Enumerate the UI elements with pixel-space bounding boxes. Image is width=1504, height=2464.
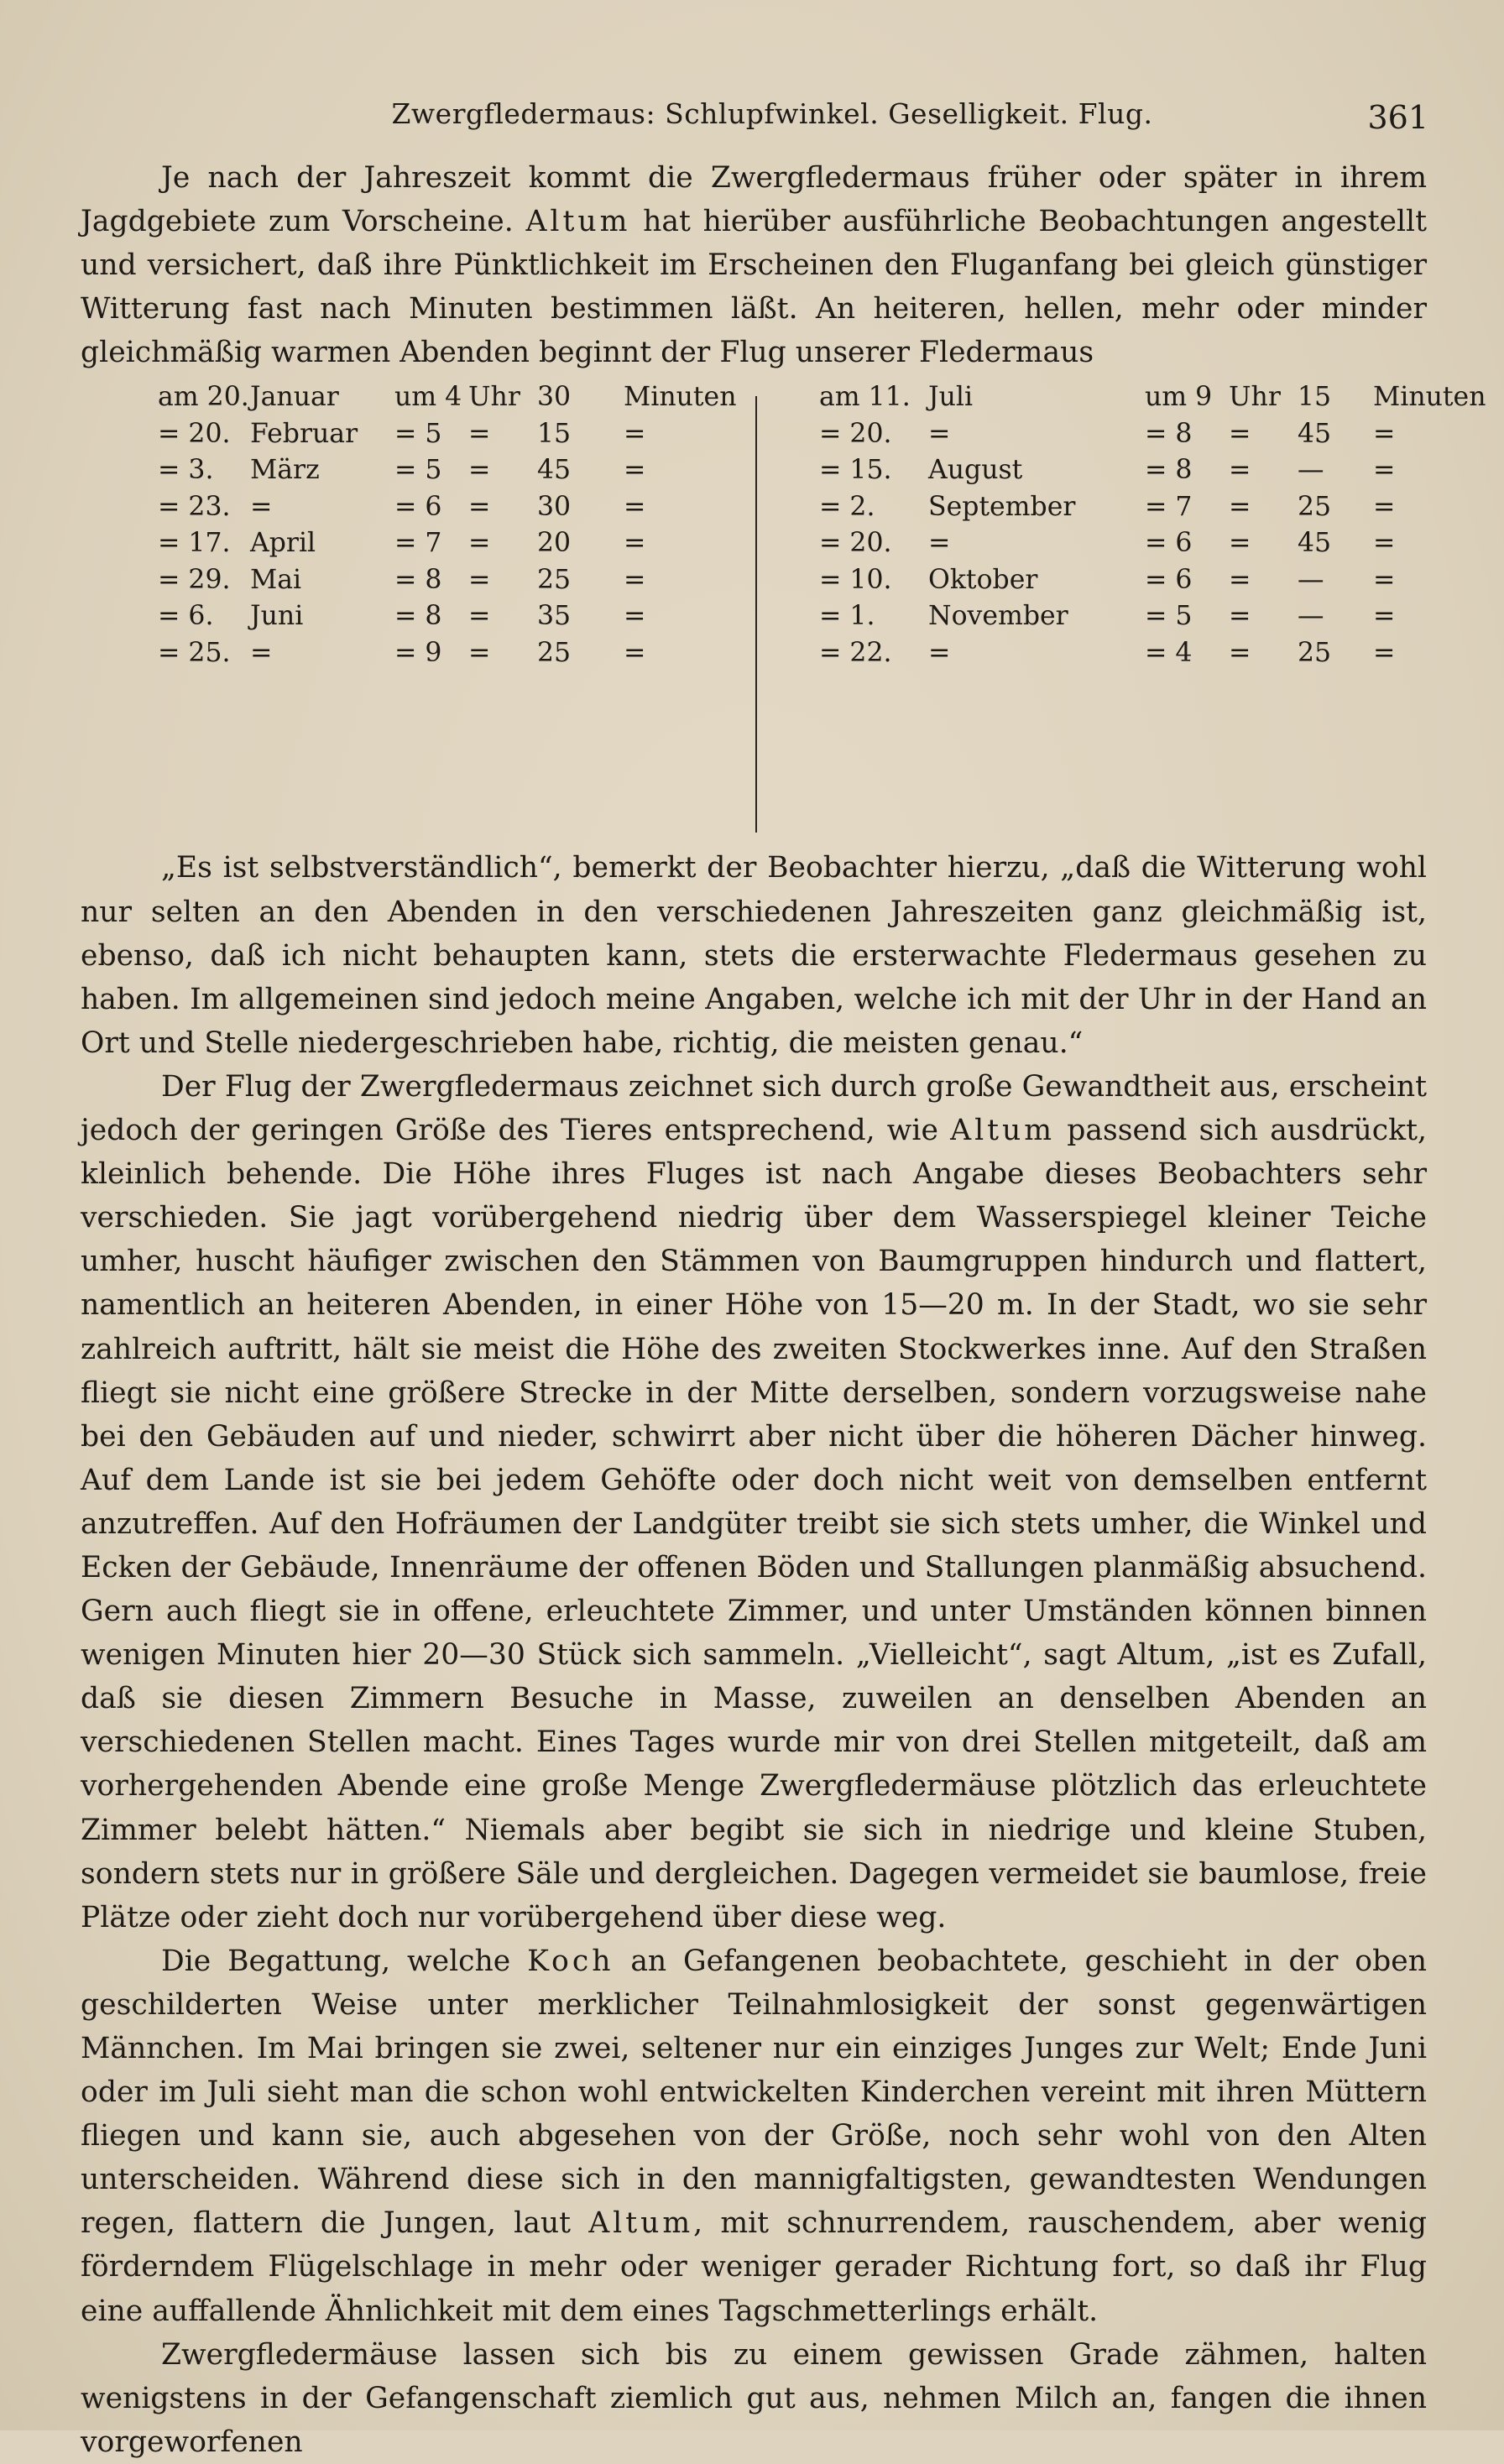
table-cell: = 22. [819,637,892,668]
table-cell: = [250,491,273,522]
table-cell: Februar [250,418,358,449]
table-cell: am 20. [158,382,249,413]
table-cell: = [624,455,646,486]
table-row [819,525,1457,562]
table-cell: = [624,637,646,668]
running-header [82,91,1428,138]
table-cell: = [624,601,646,632]
paragraph-intro: Je nach der Jahreszeit kommt die Zwergfledermaus früher oder später in ihrem Jagdgebiete zum Vorscheine. Altum hat hierüber ausführliche Beobachtungen angestellt und versichert, daß ihre Pünktlichkeit im Erscheinen den Fluganfang bei gleich günstiger Witterung fast nach Minuten bestimmen läßt. An heiteren, hellen, mehr oder minder gleichmäßig warmen Abenden beginnt der Flug unserer Fledermaus [81,161,1428,370]
table-cell: = 7 [1145,491,1193,522]
table-row [158,635,770,672]
table-cell: = [1373,491,1396,522]
author-name: Koch [527,1944,614,1978]
table-cell: = [468,564,491,595]
table-cell: = 8 [394,564,442,595]
table-cell: = [250,637,273,668]
table-cell: = 3. [158,455,214,486]
table-cell: = 5 [394,455,442,486]
page-body [81,156,1486,2464]
table-cell: 45 [1298,418,1332,449]
paragraph-quote: „Es ist selbstverständlich“, bemerkt der Beobachter hierzu, „daß die Witterung wohl nur selten an den Abenden in den verschiedenen Jahreszeiten ganz gleichmäßig ist, ebenso, daß ich nicht behaupten kann, stets die ersterwachte Fledermaus gesehen zu haben. Im allgemeinen sind jedoch meine Angaben, welche ich mit der Uhr in der Hand an Ort und Stelle niedergeschrieben habe, richtig, die meisten genau.“ [81,851,1427,1060]
table-cell: = 7 [394,528,442,559]
table-cell: 15 [1298,382,1332,413]
table-cell: = [1373,418,1396,449]
table-cell: April [250,528,316,559]
table-row [158,452,770,489]
table-cell: 15 [537,418,572,449]
table-cell: = [624,528,646,559]
table-cell: Minuten [624,382,737,413]
table-row [819,562,1457,599]
table-cell: 20 [537,528,572,559]
table-row [819,379,1486,416]
table-cell: Uhr [1229,382,1281,413]
table-cell: Januar [250,382,339,413]
table-cell: = 8 [1145,418,1193,449]
table-row [158,379,770,416]
table-cell: = [928,418,951,449]
table-cell: = 6 [1145,528,1193,559]
author-name: Altum [588,2206,694,2241]
table-cell: = 20. [819,528,892,559]
table-cell: — [1298,564,1324,595]
author-name: Altum [950,1114,1056,1148]
paragraph-flight: Der Flug der Zwergfledermaus zeichnet sich durch große Gewandtheit aus, erscheint jedoch der geringen Größe des Tieres entsprechend, wie Altum passend sich ausdrückt, kleinlich behende. Die Höhe ihres Fluges ist nach Angabe dieses Beobachters sehr verschieden. Sie jagt vorübergehend niedrig über dem Wasserspiegel kleiner Teiche umher, huscht häufiger zwischen den Stämmen von Baumgruppen hindurch und flattert, namentlich an heiteren Abenden, in einer Höhe von 15—20 m. In der Stadt, wo sie sehr zahlreich auftritt, hält sie meist die Höhe des zweiten Stockwerkes inne. Auf den Straßen fliegt sie nicht eine größere Strecke in der Mitte derselben, sondern vorzugsweise nahe bei den Gebäuden auf und nieder, schwirrt aber nicht über die höheren Dächer hinweg. Auf dem Lande ist sie bei jedem Gehöfte oder doch nicht weit von demselben entfernt anzutreffen. Auf den Hofräumen der Landgüter treibt sie sich stets umher, die Winkel und Ecken der Gebäude, Innenräume der offenen Böden und Stallungen planmäßig absuchend. Gern auch fliegt sie in offene, erleuchtete Zimmer, und unter Umständen können binnen wenigen Minuten hier 20—30 Stück sich sammeln. „Vielleicht“, sagt Altum, „ist es Zufall, daß sie diesen Zimmern Besuche in Masse, zuweilen an denselben Abenden an verschiedenen Stellen macht. Eines Tages wurde mir von drei Stellen mitgeteilt, daß am vorhergehenden Abende eine große Menge Zwergfledermäuse plötzlich das erleuchtete Zimmer belebt hätten.“ Niemals aber begibt sie sich in niedrige und kleine Stuben, sondern stets nur in größere Säle und dergleichen. Dagegen vermeidet sie baumlose, freie Plätze oder zieht doch nur vorübergehend über diese weg. [81,1069,1427,1934]
table-cell: 45 [1298,528,1332,559]
table-cell: = 25. [158,637,231,668]
table-row [819,598,1457,635]
table-cell: = [468,601,491,632]
table-cell: 35 [537,601,572,632]
table-cell: = 23. [158,491,231,522]
table-cell: — [1298,455,1324,486]
table-cell: Oktober [928,564,1038,595]
table-cell: = 4 [1145,637,1193,668]
table-cell: = 5 [394,418,442,449]
table-cell: am 11. [819,382,911,413]
flight-start-table [81,378,1486,843]
table-cell: = [1229,564,1251,595]
table-column-right [819,379,1486,671]
table-divider [755,396,757,833]
table-cell: 25 [537,637,572,668]
table-row [819,635,1457,672]
table-cell: = [468,455,491,486]
table-cell: = 2. [819,491,875,522]
running-title: Zwergfledermaus: Schlupfwinkel. Geselligkeit. Flug. [391,97,1153,130]
table-cell: = [1373,601,1396,632]
table-cell: = 6. [158,601,214,632]
table-cell: = 8 [1145,455,1193,486]
table-row [158,562,770,599]
table-cell: = [468,418,491,449]
table-cell: = [1229,637,1251,668]
table-cell: Uhr [468,382,520,413]
table-cell: = 15. [819,455,892,486]
table-cell: = 10. [819,564,892,595]
table-cell: = [1229,418,1251,449]
table-cell: Juni [250,601,304,632]
table-cell: = [1229,491,1251,522]
author-name: Altum [525,205,631,239]
table-cell: = 20. [158,418,231,449]
table-cell: = 29. [158,564,231,595]
table-cell: — [1298,601,1324,632]
table-row [158,525,770,562]
table-cell: = 6 [1145,564,1193,595]
table-cell: = [1229,601,1251,632]
table-cell: 25 [537,564,572,595]
table-cell: = 9 [394,637,442,668]
table-cell: November [928,601,1068,632]
table-row [819,489,1457,526]
table-cell: = 6 [394,491,442,522]
table-cell: = [1373,637,1396,668]
table-row [819,452,1457,489]
table-cell: 30 [537,382,572,413]
table-row [158,416,770,453]
table-cell: = [624,418,646,449]
table-cell: Minuten [1373,382,1486,413]
table-cell: 25 [1298,491,1332,522]
table-row [158,489,770,526]
table-cell: = 5 [1145,601,1193,632]
table-cell: 25 [1298,637,1332,668]
table-cell: 45 [537,455,572,486]
table-cell: = [928,637,951,668]
table-cell: September [928,491,1076,522]
table-row [819,416,1457,453]
table-cell: um 9 [1145,382,1213,413]
table-cell: August [928,455,1023,486]
table-cell: Mai [250,564,302,595]
table-row [158,598,770,635]
table-cell: Juli [928,382,974,413]
table-cell: März [250,455,320,486]
table-cell: = 8 [394,601,442,632]
table-cell: = [928,528,951,559]
table-cell: = [1373,455,1396,486]
table-cell: 30 [537,491,572,522]
table-cell: = 1. [819,601,875,632]
table-cell: = [624,491,646,522]
table-cell: = 20. [819,418,892,449]
table-cell: = [1229,455,1251,486]
table-cell: = [468,637,491,668]
table-cell: = [624,564,646,595]
table-cell: = 17. [158,528,231,559]
table-cell: = [1373,564,1396,595]
table-cell: = [1229,528,1251,559]
paragraph-mating: Die Begattung, welche Koch an Gefangenen beobachtete, geschieht in der oben geschilderten Weise unter merklicher Teilnahmlosigkeit der sonst gegenwärtigen Männchen. Im Mai bringen sie zwei, seltener nur ein einziges Junges zur Welt; Ende Juni oder im Juli sieht man die schon wohl entwickelten Kinderchen vereint mit ihren Müttern fliegen und kann sie, auch abgesehen von der Größe, noch sehr wohl von den Alten unterscheiden. Während diese sich in den mannigfaltigsten, gewandtesten Wendungen regen, flattern die Jungen, laut Altum, mit schnurrendem, rauschendem, aber wenig förderndem Flügelschlage in mehr oder weniger gerader Richtung fort, so daß ihr Flug eine auffallende Ähnlichkeit mit dem eines Tagschmetterlings erhält. [81,1944,1427,2328]
table-cell: = [468,528,491,559]
paragraph-captivity: Zwergfledermäuse lassen sich bis zu einem gewissen Grade zähmen, halten wenigstens in der Gefangenschaft ziemlich gut aus, nehmen Milch an, fangen die ihnen vorgeworfenen [81,2337,1427,2459]
table-cell: um 4 [394,382,462,413]
page-number: 361 [1367,99,1428,136]
table-cell: = [1373,528,1396,559]
table-cell: = [468,491,491,522]
table-column-left [158,379,770,671]
